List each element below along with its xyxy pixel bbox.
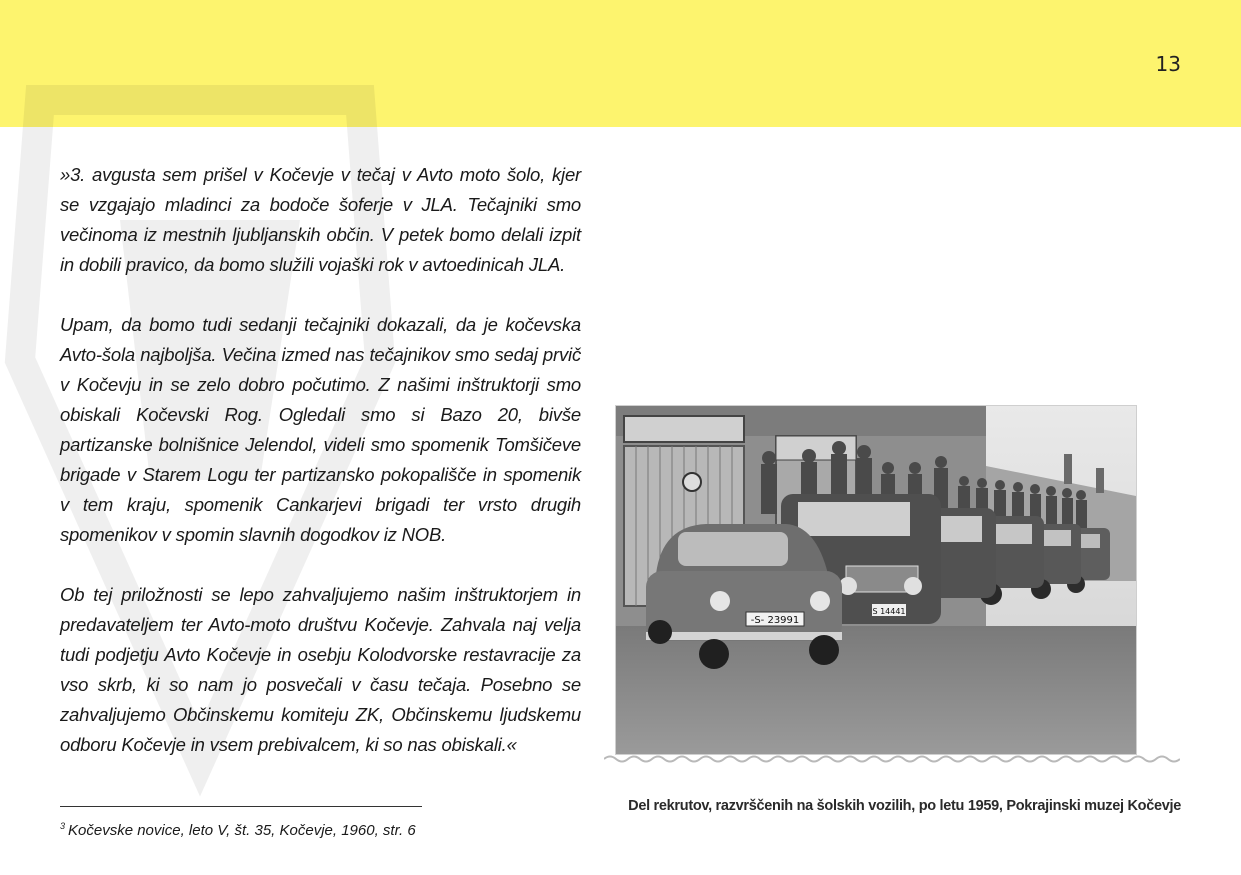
footnote xyxy=(60,816,440,841)
photo-frame xyxy=(604,398,1180,768)
truck-plate: S 14441 xyxy=(872,607,906,616)
photo-scene xyxy=(616,406,1136,754)
quote-text xyxy=(60,160,581,790)
historic-photo xyxy=(616,406,1136,754)
car-plate: -S- 23991 xyxy=(750,615,800,626)
paragraph: Ob tej priložnosti se lepo zahvaljujemo našim inštruktorjem in predavateljem ter Avto-moto društvu Kočevje. Zahvala naj velja tudi podjetju Avto Kočevje in osebju Kolodvorske restavracije za vso skrb, ki so nam jo posvečali v času tečaja. Posebno se zahvaljujemo Občinskemu komiteju ZK, Občinskemu ljudskemu odboru Kočevje in vsem prebivalcem, ki so nas obiskali.« xyxy=(60,584,581,755)
paragraph: »3. avgusta sem prišel v Kočevje v tečaj v Avto moto šolo, kjer se vzgajajo mladinci za bodoče šoferje v JLA. Tečajniki smo večinoma iz mestnih ljubljanskih občin. V petek bomo delali izpit in dobili pravico, da bomo služili vojaški rok v avtoedinicah JLA. xyxy=(60,164,581,275)
footnote-divider xyxy=(60,806,422,807)
page-number: 13 xyxy=(1155,52,1181,76)
footnote-number: 3 xyxy=(60,821,66,831)
footnote-text: Kočevske novice, leto V, št. 35, Kočevje, 1960, str. 6 xyxy=(68,822,416,839)
photo-caption: Del rekrutov, razvrščenih na šolskih vozilih, po letu 1959, Pokrajinski muzej Kočevje xyxy=(628,798,1181,814)
paragraph: Upam, da bomo tudi sedanji tečajniki dokazali, da je kočevska Avto-šola najboljša. Večina izmed nas tečajnikov smo sedaj prvič v Kočevju in se zelo dobro počutimo. Z našimi inštruktorji smo obiskali Kočevski Rog. Ogledali smo si Bazo 20, bivše partizanske bolnišnice Jelendol, videli smo spomenik Tomšičeve brigade v Starem Logu ter partizansko pokopališče in spomenik v tem kraju, spomenik Cankarjevi brigadi ter vrsto drugih spomenikov v spomin slavnih dogodkov iz NOB. xyxy=(60,314,581,545)
